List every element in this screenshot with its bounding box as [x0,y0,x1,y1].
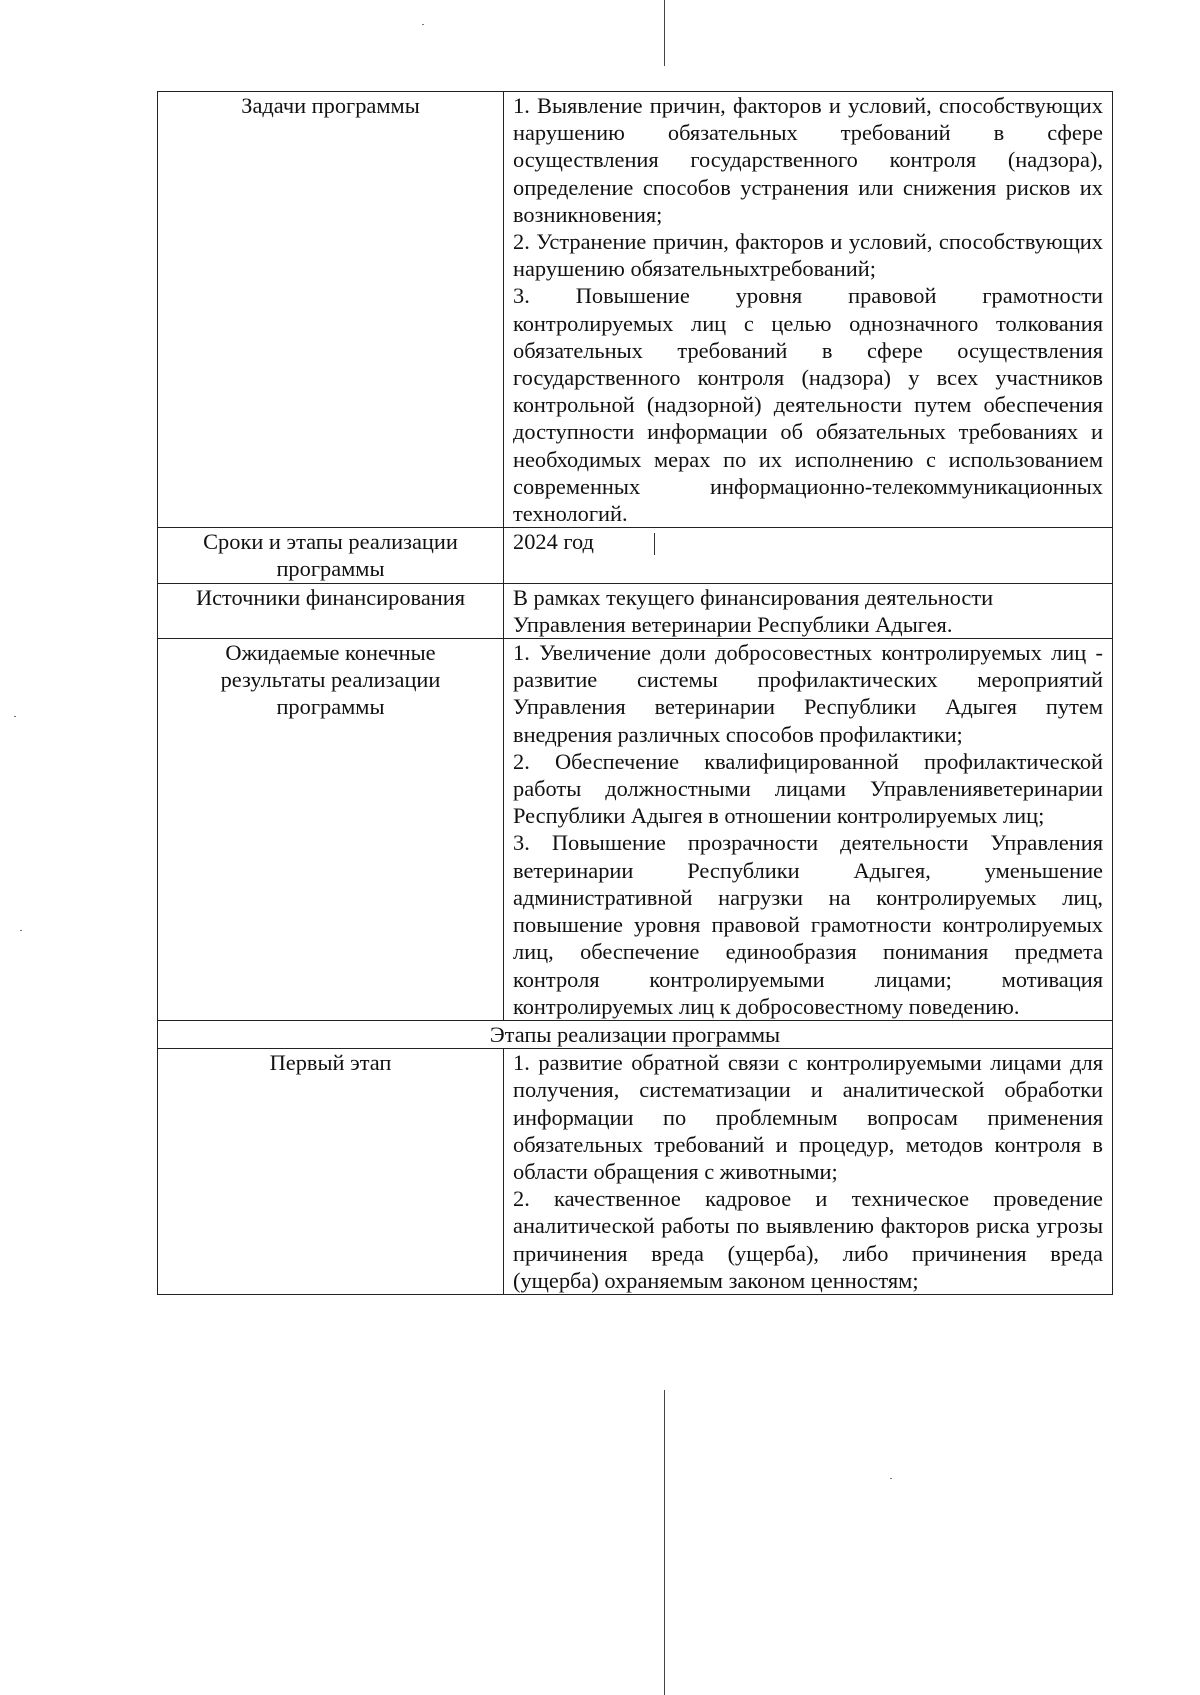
task-item-2: 2. Устранение причин, факторов и условий, способствующих нарушению обязательныхтребований; [513,229,1103,282]
row-label: Ожидаемые конечные результаты реализации программы [220,640,441,720]
row-label-cell [158,528,504,583]
scan-speck [890,1478,892,1479]
timeframe-value: 2024 год [513,529,594,555]
table-row-tasks [158,92,1113,528]
result-item-2: 2. Обеспечение квалифицированной профилактической работы должностными лицами Управленияветеринарии Республики Адыгея в отношении контролируемых лиц; [513,748,1103,829]
scan-speck [422,24,424,25]
row-content-cell [504,528,1113,583]
stage-item-1: 1. развитие обратной связи с контролируемыми лицами для получения, систематизации и аналитической обработки информации по проблемным вопросам применения обязательных требований и процедур, методов контроля в области обращения с животными; [513,1050,1103,1184]
row-content-cell [504,92,1113,528]
table-row-funding [158,583,1113,638]
row-label-cell [158,1049,504,1295]
scan-mark [654,533,655,555]
task-item-1: 1. Выявление причин, факторов и условий, способствующих нарушению обязательных требований в сфере осуществления государственного контроля (надзора), определение способов устранения или снижения рисков их возникновения; [513,93,1103,227]
table-row-expected-results [158,639,1113,1021]
table-row-stage-1 [158,1049,1113,1295]
stages-heading: Этапы реализации программы [158,1020,1113,1048]
row-label: Задачи программы [241,93,420,118]
funding-text: В рамках текущего финансирования деятельности Управления ветеринарии Республики Адыгея. [513,584,994,637]
stage-item-2: 2. качественное кадровое и техническое проведение аналитической работы по выявлению факторов риска угрозы причинения вреда (ущерба), либо причинения вреда (ущерба) охраняемым законом ценностям; [513,1186,1103,1293]
row-label: Источники финансирования [195,584,466,610]
result-item-1: 1. Увеличение доли добросовестных контролируемых лиц - развитие системы профилактических мероприятий Управления ветеринарии Республики Адыгея путем внедрения различных способов профилактики; [513,640,1103,747]
row-content-cell [504,1049,1113,1295]
table-row-stages-heading [158,1020,1113,1048]
table-row-timeframe [158,528,1113,583]
row-label: Первый этап [269,1050,392,1076]
scan-fold-line-top [664,0,665,66]
row-content-cell [504,639,1113,1021]
scan-fold-line-bottom [664,1390,665,1695]
row-label: Сроки и этапы реализации программы [203,529,458,582]
row-label-cell [158,92,504,528]
row-label-cell [158,639,504,1021]
program-passport-table [157,91,1113,1295]
task-item-3: 3. Повышение уровня правовой грамотности контролируемых лиц с целью однозначного толкования обязательных требований в сфере осуществления государственного контроля (надзора) у всех участников контрольной (надзорной) деятельности путем обеспечения доступности информации об обязательных требованиях и необходимых мерах по их исполнению с использованием современных информационно-телекоммуникационных технологий. [513,283,1103,527]
row-label-cell [158,583,504,638]
scan-speck [20,930,22,931]
result-item-3: 3. Повышение прозрачности деятельности Управления ветеринарии Республики Адыгея, уменьшение административной нагрузки на контролируемых лиц, повышение уровня правовой грамотности контролируемых лиц, обеспечение единообразия понимания предмета контроля контролируемыми лицами; мотивация контролируемых лиц к добросовестному поведению. [513,830,1103,1019]
scan-speck [14,716,16,717]
row-content-cell [504,583,1113,638]
